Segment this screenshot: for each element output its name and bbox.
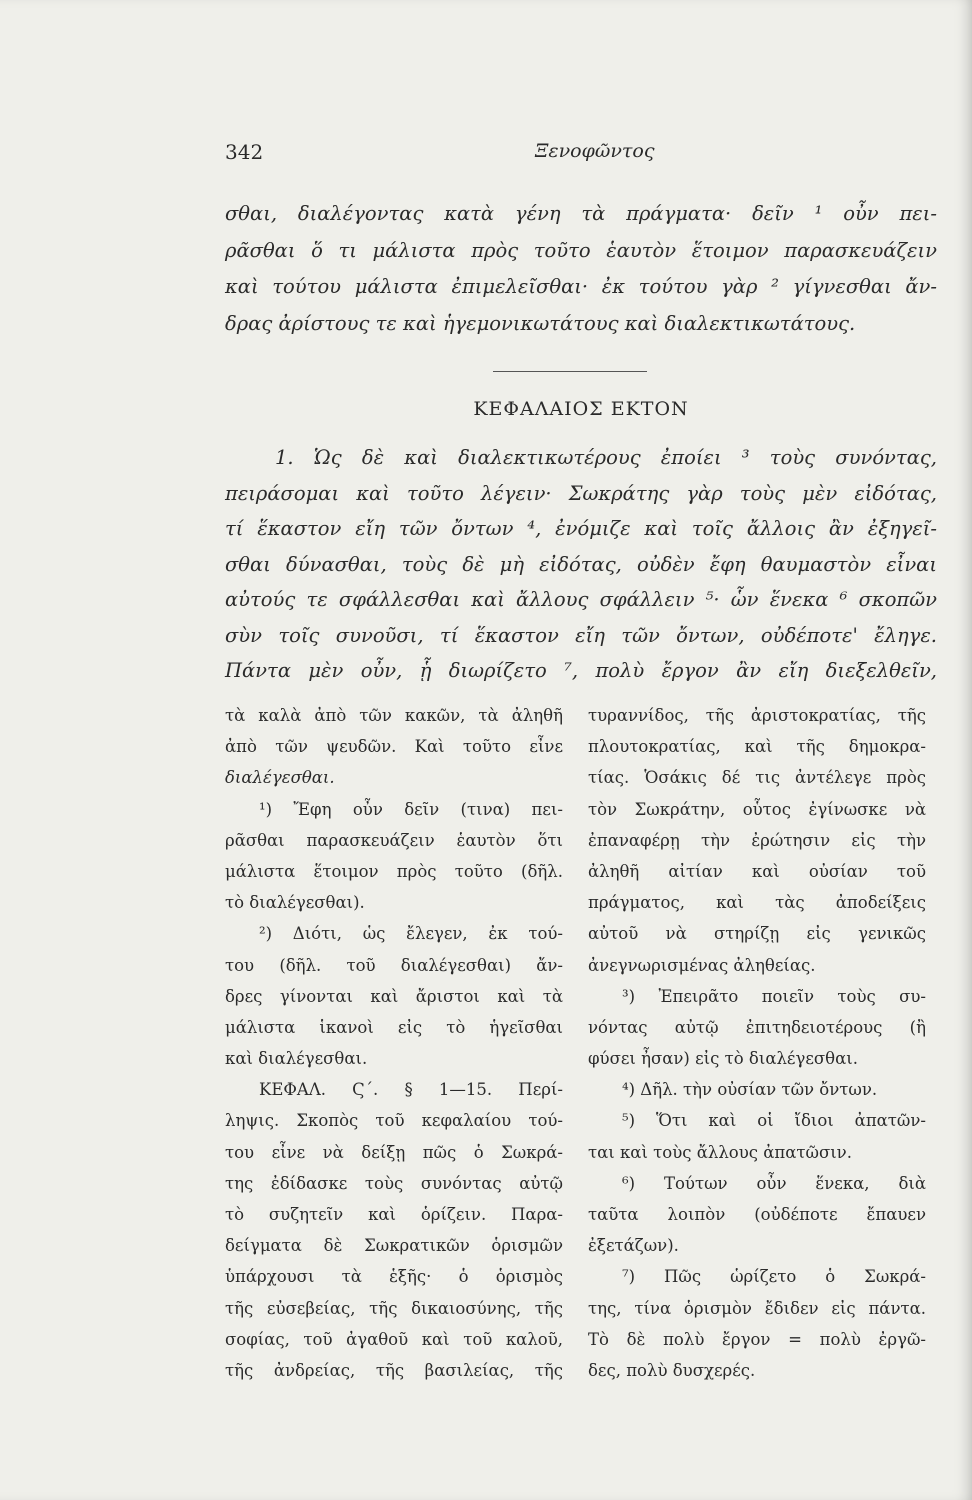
text-line: πειράσομαι καὶ τοῦτο λέγειν· Σωκράτης γὰρ τοὺς μὲν εἰδότας,	[225, 481, 937, 505]
footnote-line: ἐξετάζων).	[588, 1236, 679, 1256]
text-line: καὶ τούτου μάλιστα ἐπιμελεῖσθαι· ἐκ τούτου γὰρ ² γίγνεσθαι ἄν-	[225, 275, 937, 298]
footnote-line: ⁷) Πῶς ὡρίζετο ὁ Σωκρά-	[622, 1267, 926, 1287]
text-line: Πάντα μὲν οὖν, ᾗ διωρίζετο ⁷, πολὺ ἔργον ἂν εἴη διεξελθεῖν,	[225, 659, 937, 682]
text-line: ρᾶσθαι ὅ τι μάλιστα πρὸς τοῦτο ἑαυτὸν ἕτοιμον παρασκευάζειν	[225, 238, 937, 262]
footnote-line: τὰ καλὰ ἀπὸ τῶν κακῶν, τὰ ἀληθῆ	[225, 706, 563, 725]
footnote-line: ⁵) Ὅτι καὶ οἱ ἴδιοι ἀπατῶν-	[622, 1111, 926, 1131]
footnote-line: δείγματα δὲ Σωκρατικῶν ὁρισμῶν	[225, 1236, 563, 1256]
footnote-line: καὶ διαλέγεσθαι.	[225, 1049, 368, 1069]
text-line: αὐτούς τε σφάλλεσθαι καὶ ἄλλους σφάλλειν ⁵· ὧν ἕνεκα ⁶ σκοπῶν	[225, 588, 937, 611]
text-line: 1. Ὡς δὲ καὶ διαλεκτικωτέρους ἐποίει ³ τοὺς συνόντας,	[275, 446, 937, 469]
footnote-line: του εἶνε νὰ δείξῃ πῶς ὁ Σωκρά-	[225, 1142, 563, 1162]
footnote-line: ταῦτα λοιπὸν (οὐδέποτε ἔπαυεν	[588, 1205, 926, 1224]
footnote-line: τὸ διαλέγεσθαι).	[225, 893, 365, 913]
text-line: τί ἕκαστον εἴη τῶν ὄντων ⁴, ἐνόμιζε καὶ τοῖς ἄλλοις ἂν ἐξηγεῖ-	[225, 517, 937, 540]
footnote-line: Τὸ δὲ πολὺ ἔργον = πολὺ ἐργῶ-	[588, 1329, 926, 1349]
footnote-line: δες, πολὺ δυσχερές.	[588, 1360, 756, 1380]
footnote-line: τῆς ἀνδρείας, τῆς βασιλείας, τῆς	[225, 1360, 563, 1380]
footnote-line: μάλιστα ἱκανοὶ εἰς τὸ ἡγεῖσθαι	[225, 1017, 563, 1037]
footnote-line: δρες γίνονται καὶ ἄριστοι καὶ τὰ	[225, 986, 563, 1006]
chapter-heading: ΚΕΦΑΛΑΙΟΣ ΕΚΤΟΝ	[473, 398, 689, 420]
footnote-line: ⁴) Δῆλ. τὴν οὐσίαν τῶν ὄντων.	[622, 1080, 878, 1100]
footnote-line: του (δῆλ. τοῦ διαλέγεσθαι) ἄν-	[225, 955, 563, 975]
footnote-line: της ἐδίδασκε τοὺς συνόντας αὐτῷ	[225, 1173, 563, 1193]
footnote-line: αὐτοῦ νὰ στηρίζῃ εἰς γενικῶς	[588, 924, 926, 944]
footnote-line: πλουτοκρατίας, καὶ τῆς δημοκρα-	[588, 737, 926, 757]
footnote-line: ἀληθῆ αἰτίαν καὶ οὐσίαν τοῦ	[588, 861, 926, 881]
footnote-line: ⁶) Τούτων οὖν ἕνεκα, διὰ	[622, 1173, 926, 1193]
footnote-line: φύσει ἦσαν) εἰς τὸ διαλέγεσθαι.	[588, 1049, 858, 1069]
footnote-line: ὑπάρχουσι τὰ ἑξῆς· ὁ ὁρισμὸς	[225, 1267, 563, 1287]
footnote-line: νόντας αὐτῷ ἐπιτηδειοτέρους (ἢ	[588, 1017, 926, 1037]
footnotes-right-column	[588, 700, 926, 1386]
page-number: 342	[225, 140, 264, 164]
footnote-line: ἐπαναφέρῃ τὴν ἐρώτησιν εἰς τὴν	[588, 830, 926, 850]
footnote-line: μάλιστα ἕτοιμον πρὸς τοῦτο (δῆλ.	[225, 861, 563, 881]
footnote-line: ται καὶ τοὺς ἄλλους ἀπατῶσιν.	[588, 1142, 852, 1162]
text-line: σὺν τοῖς συνοῦσι, τί ἕκαστον εἴη τῶν ὄντων, οὐδέποτε' ἔληγε.	[225, 623, 937, 647]
footnote-line: ³) Ἐπειρᾶτο ποιεῖν τοὺς συ-	[622, 986, 926, 1006]
footnote-line: ρᾶσθαι παρασκευάζειν ἑαυτὸν ὅτι	[225, 830, 563, 850]
footnote-line: πράγματος, καὶ τὰς ἀποδείξεις	[588, 893, 926, 913]
footnote-line: τὸν Σωκράτην, οὗτος ἐγίνωσκε νὰ	[588, 799, 926, 819]
footnote-line: σοφίας, τοῦ ἀγαθοῦ καὶ τοῦ καλοῦ,	[225, 1329, 563, 1349]
running-title: Ξενοφῶντος	[535, 140, 655, 162]
footnote-line: ἀπὸ τῶν ψευδῶν. Καὶ τοῦτο εἶνε	[225, 737, 563, 757]
footnote-line: ΚΕΦΑΛ. Ϛ΄. § 1—15. Περί-	[259, 1080, 563, 1100]
footnote-line: τὸ συζητεῖν καὶ ὁρίζειν. Παρα-	[225, 1205, 563, 1224]
footnote-line: τυραννίδος, τῆς ἀριστοκρατίας, τῆς	[588, 706, 926, 725]
main-text-block	[225, 196, 937, 342]
footnotes-left-column	[225, 700, 563, 1386]
chapter-text-block	[225, 440, 937, 689]
footnote-line: τῆς εὐσεβείας, τῆς δικαιοσύνης, τῆς	[225, 1298, 563, 1318]
text-line: δρας ἀρίστους τε καὶ ἡγεμονικωτάτους καὶ διαλεκτικωτάτους.	[225, 311, 856, 335]
text-line: σθαι, διαλέγοντας κατὰ γένη τὰ πράγματα· δεῖν ¹ οὖν πει-	[225, 202, 937, 225]
footnote-line: ἀνεγνωρισμένας ἀληθείας.	[588, 955, 816, 975]
page-header	[225, 140, 925, 170]
footnote-line: ²) Διότι, ὡς ἔλεγεν, ἐκ τού-	[259, 924, 563, 944]
footnote-line: ¹) Ἔφη οὖν δεῖν (τινα) πει-	[259, 799, 563, 819]
section-divider	[493, 371, 647, 372]
footnote-line: διαλέγεσθαι.	[225, 768, 335, 788]
footnote-line: της, τίνα ὁρισμὸν ἔδιδεν εἰς πάντα.	[588, 1298, 926, 1318]
footnote-line: τίας. Ὁσάκις δέ τις ἀντέλεγε πρὸς	[588, 768, 926, 788]
footnote-line: ληψις. Σκοπὸς τοῦ κεφαλαίου τού-	[225, 1111, 563, 1131]
text-line: σθαι δύνασθαι, τοὺς δὲ μὴ εἰδότας, οὐδὲν ἔφη θαυμαστὸν εἶναι	[225, 552, 937, 576]
